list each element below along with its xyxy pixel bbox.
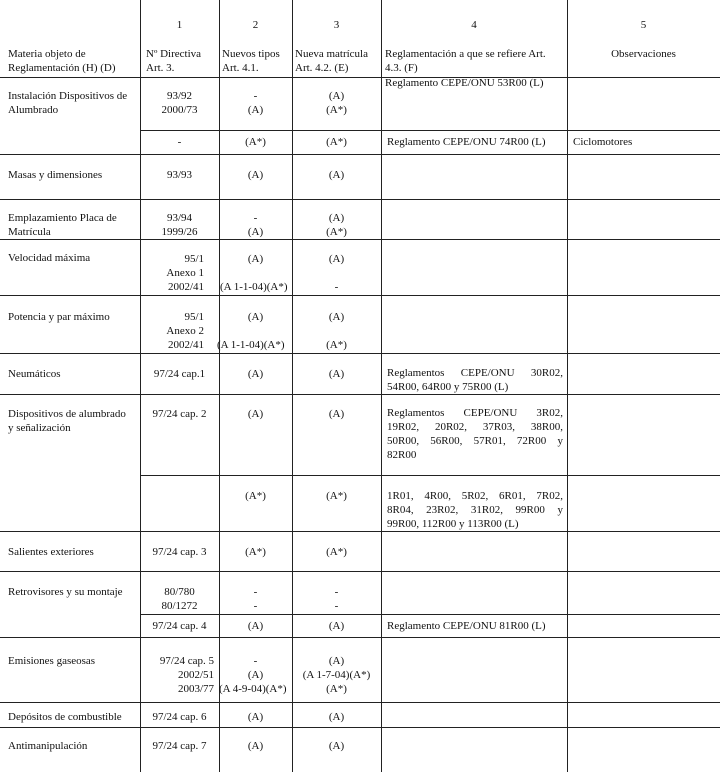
nuevos-cell: (A) [247, 408, 264, 420]
nuevos-cell: (A 1-1-04)(A*) [217, 339, 285, 351]
materia-cell: Potencia y par máximo [8, 311, 110, 323]
directiva-cell: 97/24 cap. 6 [152, 711, 207, 723]
row-rule [0, 199, 720, 200]
matricula-cell: (A) [328, 740, 345, 752]
directiva-cell: 97/24 cap. 3 [152, 546, 207, 558]
matricula-cell: (A) [328, 212, 345, 224]
row-rule [0, 239, 720, 240]
column-number-3: 3 [333, 19, 340, 31]
reglamentacion-cell: 1R01, 4R00, 5R02, 6R01, 7R02, [387, 490, 563, 502]
nuevos-cell: (A*) [245, 546, 266, 558]
directiva-cell: 95/1 [184, 311, 204, 323]
materia-cell: Velocidad máxima [8, 252, 91, 264]
matricula-cell: (A*) [326, 490, 347, 502]
row-rule [0, 637, 720, 638]
nuevos-cell: (A) [247, 226, 264, 238]
matricula-cell: (A) [328, 311, 345, 323]
matricula-cell: - [334, 600, 339, 612]
col-rule-5 [567, 0, 568, 772]
directiva-cell: 2003/77 [177, 683, 214, 695]
observaciones-cell: Ciclomotores [573, 136, 633, 148]
header-directiva: Nº Directiva [146, 48, 202, 60]
row-rule [0, 571, 720, 572]
nuevos-cell: (A) [247, 253, 264, 265]
column-number-2: 2 [252, 19, 259, 31]
materia-cell: Salientes exteriores [8, 546, 94, 558]
reglamentacion-cell: Reglamento CEPE/ONU 81R00 (L) [387, 620, 546, 632]
directiva-cell: 97/24 cap. 4 [152, 620, 207, 632]
nuevos-cell: (A) [247, 620, 264, 632]
reglamentacion-cell: 8R04, 23R02, 31R02, 99R00 y [387, 504, 563, 516]
directiva-cell: 80/780 [164, 586, 195, 598]
reglamentacion-cell: Reglamento CEPE/ONU 53R00 (L) [385, 77, 544, 89]
nuevos-cell: - [253, 655, 258, 667]
nuevos-cell: (A 4-9-04)(A*) [219, 683, 287, 695]
nuevos-cell: (A*) [245, 490, 266, 502]
row-rule [0, 295, 720, 296]
matricula-cell: (A) [328, 711, 345, 723]
matricula-cell: (A) [328, 253, 345, 265]
header-reglamentacion: Reglamentación a que se refiere Art. [385, 48, 546, 60]
row-rule [0, 394, 720, 395]
directiva-cell: 97/24 cap. 7 [152, 740, 207, 752]
directiva-cell: 97/24 cap. 5 [159, 655, 214, 667]
directiva-cell: 95/1 [184, 253, 204, 265]
matricula-cell: - [334, 281, 339, 293]
column-number-5: 5 [640, 19, 647, 31]
header-observaciones: Observaciones [611, 48, 676, 60]
row-rule [140, 475, 720, 476]
row-rule [0, 727, 720, 728]
matricula-cell: (A) [328, 368, 345, 380]
nuevos-cell: (A) [247, 740, 264, 752]
row-rule [0, 531, 720, 532]
materia-cell: Emisiones gaseosas [8, 655, 96, 667]
directiva-cell: 97/24 cap.1 [153, 368, 206, 380]
matricula-cell: (A*) [326, 683, 347, 695]
row-rule [0, 702, 720, 703]
header-reglamentacion: 4.3. (F) [385, 62, 418, 74]
directiva-cell: 93/94 [166, 212, 193, 224]
nuevos-cell: - [253, 212, 258, 224]
nuevos-cell: (A 1-1-04)(A*) [220, 281, 288, 293]
directiva-cell: 2002/41 [167, 339, 204, 351]
header-rule [0, 77, 720, 78]
materia-cell: Retrovisores y su montaje [8, 586, 123, 598]
matricula-cell: (A*) [326, 339, 347, 351]
reglamentacion-cell: 99R00, 112R00 y 113R00 (L) [387, 518, 519, 530]
nuevos-cell: (A) [247, 711, 264, 723]
directiva-cell: Anexo 2 [166, 325, 204, 337]
directiva-cell: 97/24 cap. 2 [152, 408, 207, 420]
col-rule-4 [381, 0, 382, 772]
column-number-1: 1 [176, 19, 183, 31]
materia-cell: y señalización [8, 422, 71, 434]
matricula-cell: (A*) [326, 226, 347, 238]
matricula-cell: (A*) [326, 136, 347, 148]
matricula-cell: (A) [328, 620, 345, 632]
nuevos-cell: (A) [247, 368, 264, 380]
materia-cell: Alumbrado [8, 104, 59, 116]
matricula-cell: (A) [328, 408, 345, 420]
materia-cell: Matrícula [8, 226, 51, 238]
materia-cell: Instalación Dispositivos de [8, 90, 128, 102]
header-nuevos-tipos: Nuevos tipos [222, 48, 280, 60]
nuevos-cell: (A) [247, 169, 264, 181]
nuevos-cell: (A) [247, 104, 264, 116]
materia-cell: Emplazamiento Placa de [8, 212, 117, 224]
row-rule [140, 130, 720, 131]
reglamentacion-cell: 54R00, 64R00 y 75R00 (L) [387, 381, 509, 393]
directiva-cell: 80/1272 [161, 600, 198, 612]
materia-cell: Masas y dimensiones [8, 169, 103, 181]
nuevos-cell: (A) [247, 311, 264, 323]
header-nueva-matricula: Art. 4.2. (E) [295, 62, 349, 74]
header-nuevos-tipos: Art. 4.1. [222, 62, 259, 74]
nuevos-cell: (A) [247, 669, 264, 681]
directiva-cell: 93/92 [166, 90, 193, 102]
directiva-cell: 2002/41 [167, 281, 204, 293]
nuevos-cell: (A*) [245, 136, 266, 148]
row-rule [0, 353, 720, 354]
matricula-cell: - [334, 586, 339, 598]
matricula-cell: (A) [328, 90, 345, 102]
column-number-4: 4 [471, 19, 477, 31]
header-nueva-matricula: Nueva matrícula [295, 48, 368, 60]
reglamentacion-cell: 19R02, 20R02, 37R03, 38R00, [387, 421, 563, 433]
directiva-cell: 2002/51 [177, 669, 214, 681]
materia-cell: Antimanipulación [8, 740, 88, 752]
materia-cell: Depósitos de combustible [8, 711, 122, 723]
directiva-cell: - [177, 136, 182, 148]
matricula-cell: (A) [328, 169, 345, 181]
row-rule [0, 154, 720, 155]
nuevos-cell: - [253, 586, 258, 598]
matricula-cell: (A 1-7-04)(A*) [302, 669, 371, 681]
row-rule [140, 614, 720, 615]
header-materia: Materia objeto de [8, 48, 86, 60]
nuevos-cell: - [253, 90, 258, 102]
header-directiva: Art. 3. [146, 62, 175, 74]
reglamentacion-cell: 82R00 [387, 449, 417, 461]
reglamentacion-cell: Reglamentos CEPE/ONU 30R02, [387, 367, 563, 379]
reglamentacion-cell: Reglamentos CEPE/ONU 3R02, [387, 407, 563, 419]
reglamentacion-cell: 50R00, 56R00, 57R01, 72R00 y [387, 435, 563, 447]
directiva-cell: 2000/73 [161, 104, 198, 116]
nuevos-cell: - [253, 600, 258, 612]
directiva-cell: 93/93 [166, 169, 193, 181]
matricula-cell: (A*) [326, 104, 347, 116]
header-materia: Reglamentación (H) (D) [8, 62, 116, 74]
matricula-cell: (A*) [326, 546, 347, 558]
directiva-cell: 1999/26 [161, 226, 198, 238]
directiva-cell: Anexo 1 [166, 267, 204, 279]
materia-cell: Dispositivos de alumbrado [8, 408, 126, 420]
matricula-cell: (A) [328, 655, 345, 667]
materia-cell: Neumáticos [8, 368, 61, 380]
reglamentacion-cell: Reglamento CEPE/ONU 74R00 (L) [387, 136, 546, 148]
